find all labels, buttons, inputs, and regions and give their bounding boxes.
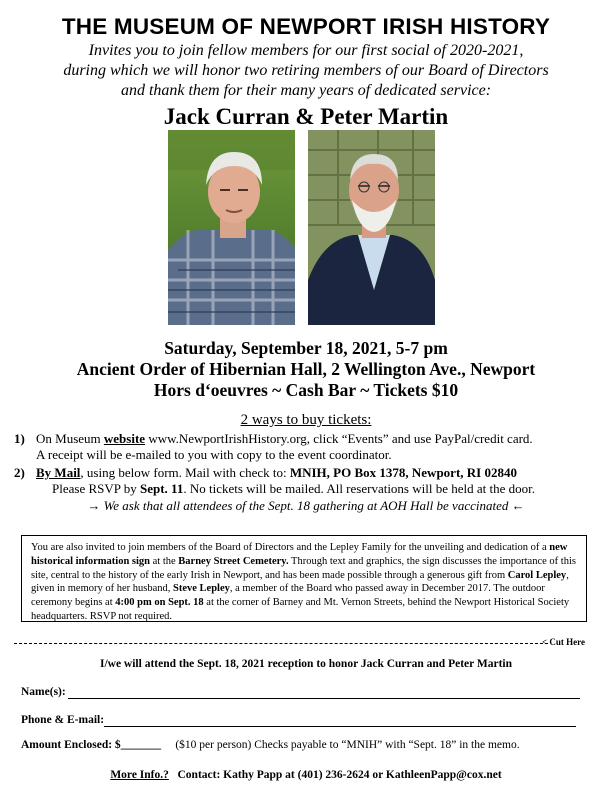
option-1-pre: On Museum [36,431,104,446]
box-text-4: , given in memory of her husband, [31,569,569,595]
names-label: Name(s): [21,686,66,698]
sign-dedication-box [21,535,587,622]
cut-line [14,643,548,644]
invitation-text [0,41,612,101]
option-1-number: 1) [14,431,25,446]
box-text-5: , a member of the Board who passed away in December 2017. The outdoor ceremony begins at [31,583,545,609]
more-info-line [0,769,612,781]
box-bold-5: 4:00 pm on Sept. 18 [115,597,204,609]
jack-curran-photo [168,130,295,325]
option-2-text: , using below form. Mail with check to: [80,465,290,480]
event-details [0,338,612,401]
page-title: THE MUSEUM OF NEWPORT IRISH HISTORY [61,14,551,39]
contact-info: Contact: Kathy Papp at (401) 236-2624 or KathleenPapp@cox.net [177,769,502,781]
mailing-address: MNIH, PO Box 1378, Newport, RI 02840 [289,465,517,480]
amount-input[interactable]: _______ [120,739,161,751]
amount-note: ($10 per person) Checks payable to “MNIH” with “Sept. 18” in the memo. [175,739,520,751]
names-input[interactable] [68,698,580,699]
box-bold-3: Carol Lepley [507,569,567,581]
amount-label: Amount Enclosed: $ [21,739,121,751]
honorees-heading: Jack Curran & Peter Martin [163,104,449,129]
rsvp-post: . No tickets will be mailed. All reservations will be held at the door. [183,481,535,496]
tickets-heading: 2 ways to buy tickets: [240,412,372,428]
option-2-line-2 [52,481,535,497]
more-info-link[interactable]: More Info.? [110,769,169,781]
rsvp-pre: Please RSVP by [52,481,140,496]
ticket-option-2 [14,465,517,481]
event-date: Saturday, September 18, 2021, 5-7 pm [164,338,448,358]
invite-line-2: during which we will honor two retiring members of our Board of Directors [63,62,549,79]
rsvp-date: Sept. 11 [140,481,184,496]
box-text-6: at the corner of Barney and Mt. Vernon Streets, behind the Newport Historical Society headquarters. RSVP not required. [31,597,570,622]
option-1-text: www.NewportIrishHistory.org, click “Events” and use PayPal/credit card. [145,431,533,446]
box-text-1: You are also invited to join members of the Board of Directors and the Lepley Family for the unveiling and dedication of a [31,542,550,553]
by-mail-link[interactable]: By Mail [36,465,81,480]
vaccination-note: → We ask that all attendees of the Sept. 18 gathering at AOH Hall be vaccinated ← [87,498,525,513]
attend-statement: I/we will attend the Sept. 18, 2021 reception to honor Jack Curran and Peter Martin [99,658,513,670]
invite-line-3: and thank them for their many years of dedicated service: [120,82,492,99]
box-bold-1: new historical information sign [31,542,568,567]
cut-here-label: < Cut Here [542,637,585,647]
box-bold-4: Steve Lepley [173,583,230,595]
amount-row [21,739,520,751]
event-venue: Ancient Order of Hibernian Hall, 2 Wellington Ave., Newport [76,359,536,379]
option-1-line-2: A receipt will be e-mailed to you with copy to the event coordinator. [36,447,392,462]
ticket-option-1 [14,431,533,447]
box-text-2: at the [150,555,179,567]
invite-line-1: Invites you to join fellow members for our first social of 2020-2021, [88,42,524,59]
peter-martin-photo [308,130,435,325]
option-2-number: 2) [14,465,25,480]
phone-email-label: Phone & E-mail: [21,714,105,726]
phone-email-input[interactable] [104,726,576,727]
box-bold-2: Barney Street Cemetery. [178,555,289,567]
box-text-3: Through text and graphics, the sign discusses the importance of this site, central to the history of the early Irish in Newport, and has been made possible through a generous gift from [31,555,576,581]
event-details-line: Hors d‘oeuvres ~ Cash Bar ~ Tickets $10 [153,380,459,400]
website-link[interactable]: website [103,431,146,446]
